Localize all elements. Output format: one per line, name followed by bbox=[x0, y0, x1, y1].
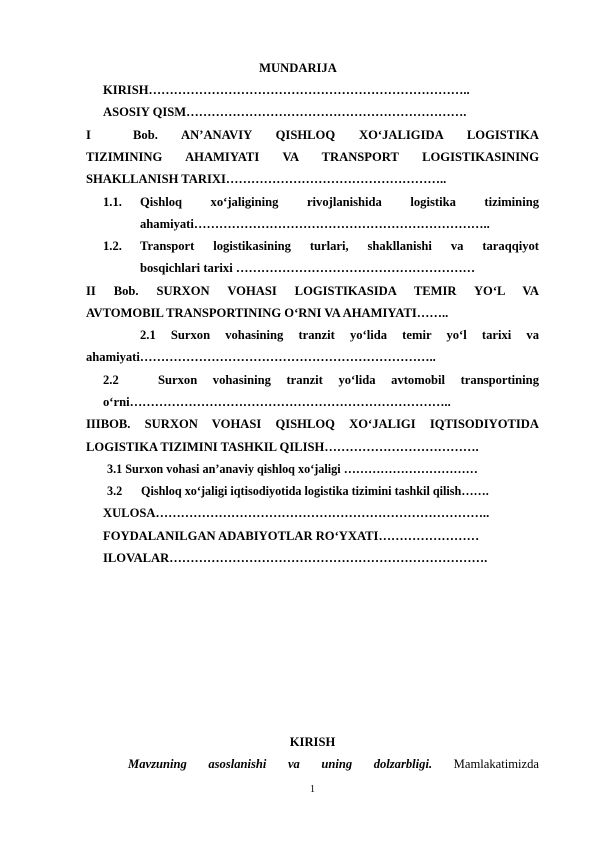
toc-chapter1-title-line2: TIZIMINING AHAMIYATI VA TRANSPORT LOGISTIKASINING bbox=[86, 150, 539, 164]
toc-section-2-2-line2: o‘rni………………………………………………………………….. bbox=[103, 395, 451, 409]
toc-entry-asosiy-qism: ASOSIY QISM…………………………………………………………. bbox=[103, 105, 467, 119]
toc-section-2-2-number: 2.2 bbox=[103, 373, 119, 387]
toc-title: MUNDARIJA bbox=[259, 61, 337, 75]
toc-chapter3-title-line1: IIIBOB. SURXON VOHASI QISHLOQ XO‘JALIGI IQTISODIYOTIDA bbox=[86, 417, 539, 431]
intro-first-line bbox=[128, 753, 539, 776]
toc-chapter2-title-line1: II Bob. SURXON VOHASI LOGISTIKASIDA TEMIR YO‘L VA bbox=[86, 284, 539, 298]
toc-section-3-1: 3.1 Surxon vohasi an’anaviy qishloq xo‘jaligi …………………………… bbox=[107, 462, 478, 476]
toc-chapter3-title-line2: LOGISTIKA TIZIMINI TASHKIL QILISH………………………………. bbox=[86, 440, 479, 454]
intro-heading: KIRISH bbox=[289, 735, 336, 749]
toc-section-1-2-line2: bosqichlari tarixi ………………………………………………… bbox=[140, 261, 476, 275]
intro-text: Mamlakatimizda bbox=[453, 757, 539, 771]
toc-chapter2-title-line2: AVTOMOBIL TRANSPORTINING O‘RNI VA AHAMIYATI…….. bbox=[86, 306, 449, 320]
page-number: 1 bbox=[310, 784, 315, 795]
toc-section-1-1-line1: Qishloq xo‘jaligining rivojlanishida logistika tizimining bbox=[140, 195, 539, 209]
toc-section-1-1-line2: ahamiyati…………………………………………………………….. bbox=[140, 217, 490, 231]
toc-chapter1-number: I bbox=[86, 128, 91, 142]
toc-entry-adabiyotlar: FOYDALANILGAN ADABIYOTLAR RO‘YXATI…………………… bbox=[103, 529, 480, 543]
toc-chapter1-title-line1: Bob. AN’ANAVIY QISHLOQ XO‘JALIGIDA LOGISTIKA bbox=[133, 128, 539, 142]
toc-section-2-1-line2: ahamiyati…………………………………………………………….. bbox=[86, 350, 436, 364]
toc-section-1-2-number: 1.2. bbox=[103, 239, 122, 253]
toc-chapter1-title-line3: SHAKLLANISH TARIXI…………………………………………….. bbox=[86, 172, 447, 186]
intro-lead: Mavzuning asoslanishi va uning dolzarbligi. bbox=[128, 757, 433, 771]
toc-section-2-1-line1: 2.1 Surxon vohasining tranzit yo‘lida temir yo‘l tarixi va bbox=[140, 328, 539, 342]
toc-entry-ilovalar: ILOVALAR…………………………………………………………………. bbox=[103, 551, 488, 565]
toc-entry-xulosa: XULOSA…………………………………………………………………….. bbox=[103, 506, 490, 520]
toc-section-1-2-line1: Transport logistikasining turlari, shakllanishi va taraqqiyot bbox=[140, 239, 539, 253]
toc-section-2-2-line1: Surxon vohasining tranzit yo‘lida avtomobil transportining bbox=[158, 373, 539, 387]
toc-section-3-2-number: 3.2 bbox=[107, 484, 123, 498]
toc-entry-kirish: KIRISH………………………………………………………………….. bbox=[103, 83, 470, 97]
toc-section-1-1-number: 1.1. bbox=[103, 195, 122, 209]
toc-section-3-2-title: Qishloq xo‘jaligi iqtisodiyotida logistika tizimini tashkil qilish……. bbox=[141, 484, 489, 498]
